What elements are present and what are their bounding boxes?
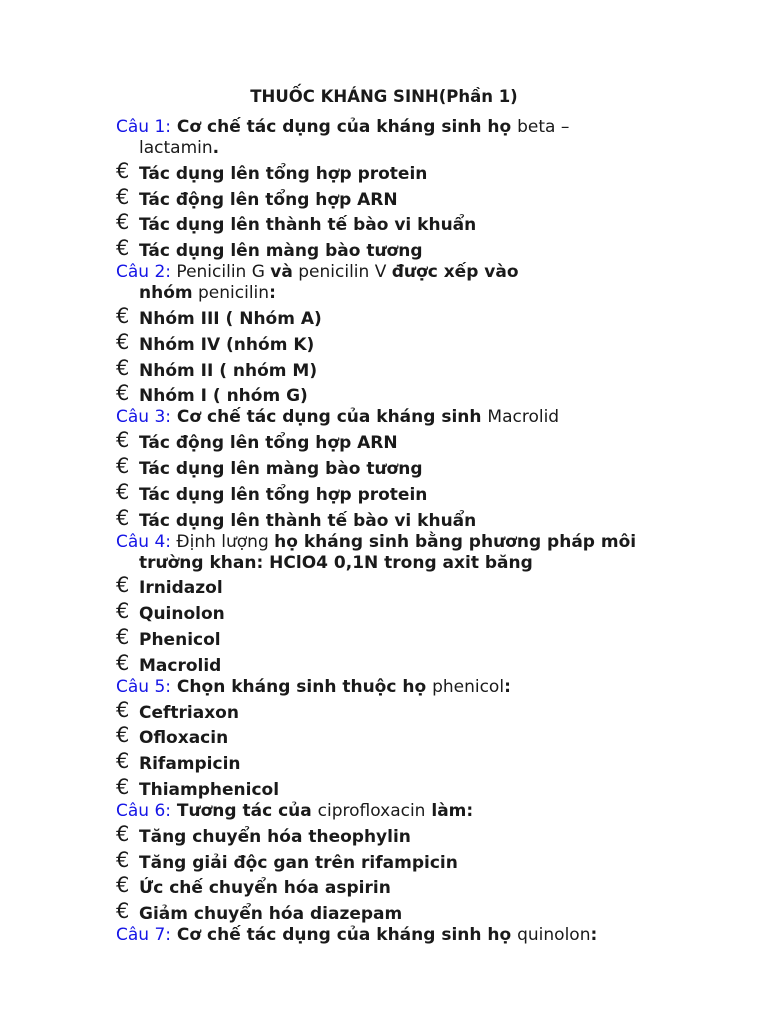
question-text: trường khan: HClO4 0,1N trong axit băng (139, 552, 533, 573)
question-text: lactamin (139, 138, 213, 158)
answer-option[interactable] (116, 356, 696, 382)
answer-option-text: Nhóm II ( nhóm M) (139, 360, 318, 381)
euro-bullet-icon: € (116, 505, 130, 530)
question-text: . (212, 138, 220, 158)
answer-option[interactable] (116, 651, 696, 677)
document-title: THUỐC KHÁNG SINH(Phần 1) (250, 87, 518, 106)
question-text: ciprofloxacin (317, 800, 426, 821)
question-text: : (504, 676, 511, 697)
euro-bullet-icon: € (116, 899, 130, 924)
answer-option[interactable] (116, 159, 696, 185)
answer-option[interactable] (116, 874, 696, 900)
answer-option[interactable] (116, 749, 696, 775)
question-number: Câu 6: (116, 800, 172, 821)
answer-option-text: Tác dụng lên màng bào tương (139, 241, 423, 262)
euro-bullet-icon: € (116, 873, 130, 898)
answer-option-text: Ceftriaxon (139, 702, 239, 723)
answer-option-text: Ức chế chuyển hóa aspirin (139, 878, 391, 899)
answer-option-text: Tác dụng lên tổng hợp protein (139, 163, 428, 184)
question-text: Cơ chế tác dụng của kháng sinh họ (171, 117, 518, 137)
answer-option-text: Tăng chuyển hóa theophylin (139, 826, 411, 847)
euro-bullet-icon: € (116, 847, 130, 872)
question-prompt (116, 407, 696, 428)
euro-bullet-icon: € (116, 774, 130, 799)
answer-option[interactable] (116, 506, 696, 532)
answer-option[interactable] (116, 304, 696, 330)
answer-option[interactable] (116, 236, 696, 262)
answer-option[interactable] (116, 330, 696, 356)
answer-option[interactable] (116, 848, 696, 874)
question-prompt (116, 262, 696, 304)
question-text: nhóm (139, 283, 193, 304)
question-text-continued (116, 138, 696, 159)
answer-option-text: Tác động lên tổng hợp ARN (139, 189, 398, 210)
answer-option-text: Tác dụng lên màng bào tương (139, 458, 423, 479)
euro-bullet-icon: € (116, 329, 130, 354)
answer-option-text: Quinolon (139, 604, 225, 625)
question-prompt (116, 677, 696, 698)
euro-bullet-icon: € (116, 749, 130, 774)
question-prompt (116, 117, 696, 159)
question-text: Định lượng (171, 531, 275, 552)
answer-option[interactable] (116, 775, 696, 801)
answer-option-text: Thiamphenicol (139, 779, 280, 800)
question-text-continued (116, 553, 696, 574)
euro-bullet-icon: € (116, 697, 130, 722)
question-text: Penicilin G (171, 262, 271, 283)
question-text: và (270, 262, 293, 283)
question-prompt (116, 925, 696, 946)
answer-option[interactable] (116, 428, 696, 454)
answer-option[interactable] (116, 625, 696, 651)
answer-option[interactable] (116, 574, 696, 600)
question-number: Câu 1: (116, 117, 172, 137)
answer-option[interactable] (116, 724, 696, 750)
answer-option[interactable] (116, 899, 696, 925)
answer-option-text: Phenicol (139, 629, 221, 650)
answer-option[interactable] (116, 382, 696, 408)
answer-option[interactable] (116, 822, 696, 848)
question-prompt (116, 532, 696, 574)
question-number: Câu 5: (116, 676, 172, 697)
euro-bullet-icon: € (116, 184, 130, 209)
question-text: Chọn kháng sinh thuộc họ (171, 676, 433, 697)
question-number: Câu 3: (116, 407, 172, 428)
question-text: Tương tác của (171, 800, 318, 821)
euro-bullet-icon: € (116, 599, 130, 624)
answer-option-text: Nhóm III ( Nhóm A) (139, 308, 322, 329)
euro-bullet-icon: € (116, 303, 130, 328)
answer-option-text: Tác dụng lên tổng hợp protein (139, 484, 428, 505)
answer-option[interactable] (116, 454, 696, 480)
euro-bullet-icon: € (116, 355, 130, 380)
question-list (116, 117, 696, 946)
euro-bullet-icon: € (116, 624, 130, 649)
answer-option[interactable] (116, 185, 696, 211)
euro-bullet-icon: € (116, 821, 130, 846)
question-text: phenicol (432, 676, 505, 697)
euro-bullet-icon: € (116, 479, 130, 504)
question-text: Macrolid (487, 407, 560, 428)
answer-option-text: Irnidazol (139, 578, 223, 599)
answer-option-text: Giảm chuyển hóa diazepam (139, 904, 403, 925)
question-number: Câu 2: (116, 262, 172, 283)
question-text-continued (116, 283, 696, 304)
answer-option-text: Ofloxacin (139, 728, 229, 749)
question-number: Câu 7: (116, 925, 172, 946)
question-text: Cơ chế tác dụng của kháng sinh (171, 407, 488, 428)
answer-option-text: Tăng giải độc gan trên rifampicin (139, 852, 458, 873)
answer-option[interactable] (116, 211, 696, 237)
question-text: : (269, 283, 276, 304)
euro-bullet-icon: € (116, 381, 130, 406)
euro-bullet-icon: € (116, 210, 130, 235)
answer-option[interactable] (116, 698, 696, 724)
answer-option-text: Macrolid (139, 655, 222, 676)
question-text: : (590, 925, 598, 946)
euro-bullet-icon: € (116, 428, 130, 453)
question-text: beta – (517, 117, 570, 137)
euro-bullet-icon: € (116, 650, 130, 675)
question-text: penicilin (192, 283, 270, 304)
answer-option[interactable] (116, 480, 696, 506)
euro-bullet-icon: € (116, 158, 130, 183)
euro-bullet-icon: € (116, 723, 130, 748)
question-text: được xếp vào (391, 262, 519, 283)
answer-option-text: Tác dụng lên thành tế bào vi khuẩn (139, 215, 477, 236)
euro-bullet-icon: € (116, 573, 130, 598)
question-text: Cơ chế tác dụng của kháng sinh họ (171, 925, 518, 946)
question-text: penicilin V (292, 262, 392, 283)
answer-option-text: Rifampicin (139, 754, 241, 775)
question-text: quinolon (517, 925, 591, 946)
question-text: họ kháng sinh bằng phương pháp môi (274, 531, 637, 552)
answer-option[interactable] (116, 599, 696, 625)
answer-option-text: Tác dụng lên thành tế bào vi khuẩn (139, 510, 477, 531)
euro-bullet-icon: € (116, 453, 130, 478)
answer-option-text: Nhóm I ( nhóm G) (139, 386, 308, 407)
euro-bullet-icon: € (116, 236, 130, 261)
question-text: làm: (425, 800, 474, 821)
question-number: Câu 4: (116, 531, 172, 552)
answer-option-text: Nhóm IV (nhóm K) (139, 334, 315, 355)
question-prompt (116, 801, 696, 822)
answer-option-text: Tác động lên tổng hợp ARN (139, 433, 398, 454)
